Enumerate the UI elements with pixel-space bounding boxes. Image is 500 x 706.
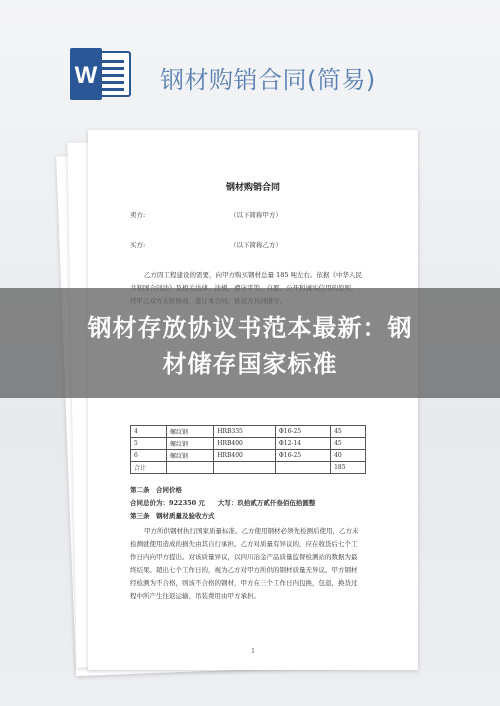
table-cell: Φ16-25 bbox=[275, 426, 330, 438]
document-heading: 钢材购销合同(简易) bbox=[160, 66, 376, 94]
contract-title: 钢材购销合同 bbox=[225, 183, 280, 193]
buyer-label: 买方: bbox=[130, 241, 146, 249]
article-heading: 第二条 合同价格 bbox=[130, 486, 182, 494]
banner-title-line: 材储存国家标准 bbox=[162, 350, 338, 378]
title-banner bbox=[0, 288, 500, 398]
table-cell: 5 bbox=[131, 438, 167, 450]
table-cell bbox=[166, 462, 213, 474]
paragraph-line: 经检测为不合格，则该不合格的钢材，甲方在三个工作日内包换，包退，换货过 bbox=[130, 579, 358, 587]
banner-title-line: 钢材存放协议书范本最新：钢 bbox=[87, 314, 413, 342]
table-cell: HRB400 bbox=[214, 438, 276, 450]
seller-note: （以下简称甲方） bbox=[230, 211, 282, 219]
table-row bbox=[131, 462, 366, 474]
contract-page bbox=[88, 130, 418, 670]
table-cell: 螺纹钢 bbox=[166, 426, 213, 438]
table-cell: 6 bbox=[131, 450, 167, 462]
paragraph-line: 检测就使用造成的损失由其自行承担。乙方对质量有异议的，应在收货后七个工 bbox=[130, 540, 358, 548]
table-cell bbox=[214, 462, 276, 474]
svg-text:W: W bbox=[74, 62, 98, 89]
paragraph-line: 作日内向甲方提出。对该质量异议，以四川冶金产品质量监督检测站的数据为最 bbox=[130, 553, 358, 561]
total-price: 合同总价为：922350 元 大写：玖拾贰万贰仟叁佰伍拾圆整 bbox=[130, 499, 316, 507]
seller-label: 卖方: bbox=[130, 211, 146, 219]
table-cell: HRB400 bbox=[214, 450, 276, 462]
table-row bbox=[131, 450, 366, 462]
table-cell: 螺纹钢 bbox=[166, 450, 213, 462]
table-cell: 185 bbox=[331, 462, 366, 474]
paragraph-line: 程中所产生往返运输、吊装费用由甲方承担。 bbox=[130, 592, 260, 600]
table-cell bbox=[275, 462, 330, 474]
table-row bbox=[131, 426, 366, 438]
table-row bbox=[131, 438, 366, 450]
buyer-note: （以下简称乙方） bbox=[230, 241, 282, 249]
table-cell: 4 bbox=[131, 426, 167, 438]
word-document-icon bbox=[68, 48, 134, 100]
table-cell: 40 bbox=[331, 450, 366, 462]
page-number: 1 bbox=[251, 648, 255, 655]
table-cell: Φ12-14 bbox=[275, 438, 330, 450]
table-cell: 45 bbox=[331, 438, 366, 450]
header bbox=[0, 30, 500, 120]
paragraph-line: 甲方所供钢材执行国家质量标准。乙方使用钢材必须先检测后使用，乙方未 bbox=[144, 527, 359, 535]
table-cell: Φ16-25 bbox=[275, 450, 330, 462]
table-cell: 45 bbox=[331, 426, 366, 438]
table-cell: HRB335 bbox=[214, 426, 276, 438]
table-cell: 合计 bbox=[131, 462, 167, 474]
goods-table bbox=[130, 425, 366, 474]
table-cell: 螺纹钢 bbox=[166, 438, 213, 450]
paragraph-line: 终结果。超出七个工作日的，视为乙方对甲方所供的钢材质量无异议。甲方钢材 bbox=[130, 566, 358, 574]
paragraph-line: 乙方因工程建设的需要，向甲方购买钢材总量 185 吨左右。依据《中华人民 bbox=[144, 271, 363, 279]
article-heading: 第三条 钢材质量及验收方式 bbox=[130, 512, 215, 520]
